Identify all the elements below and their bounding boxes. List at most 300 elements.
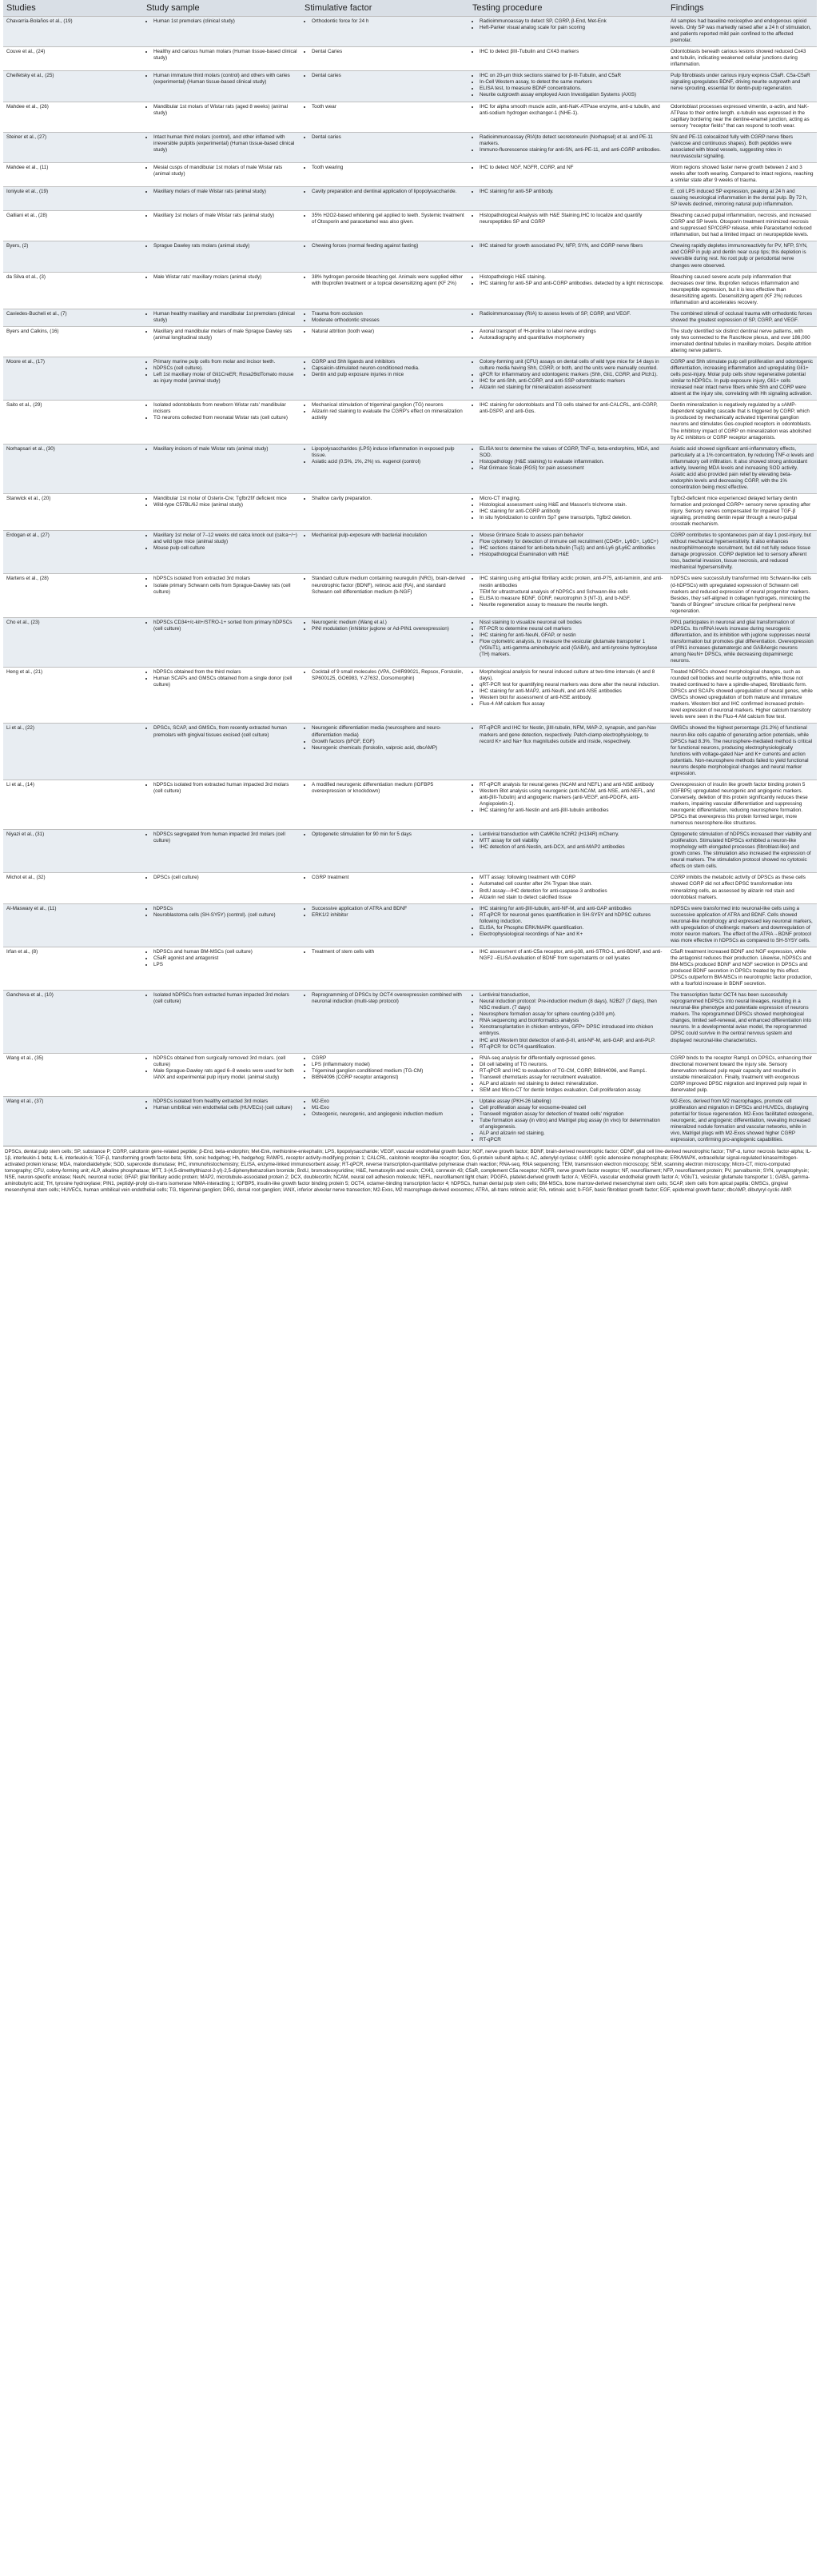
study-citation: Saito et al., (29) [3,401,143,444]
stimulative-factor-cell [301,187,469,211]
stimulative-factor-cell [301,272,469,309]
list-item: • IHC sections stained for anti-beta-tubulin (Tuj1) and anti-Ly6 g/Ly6C antibodies [480,545,664,552]
study-sample-cell [143,444,301,493]
list-item: • Left 1st maxillary molar of Gli1CreER; Rosa26tdTomato mouse as injury model (animal study) [153,372,298,385]
stimulative-factor-cell [301,617,469,667]
testing-procedure-cell [469,574,667,617]
list-item: • Micro-CT imaging. [480,496,664,502]
testing-procedure-cell-list [472,669,664,708]
list-item: • Transwell migration assay for detection of treated cells' migration [480,1111,664,1118]
stimulative-factor-cell [301,47,469,71]
study-sample-cell [143,309,301,326]
list-item: • Maxillary molars of male Wistar rats (animal study) [153,189,298,195]
list-item: • hDPSCs obtained from the third molars [153,669,298,676]
list-item: • Tooth wearing [312,165,466,171]
study-citation: Cheifetsky et al., (25) [3,71,143,102]
list-item: • Mandibular 1st molar of Osterix-Cre; Tgfbr2f/f deficient mice [153,496,298,502]
list-item: • Lentiviral transduction with CaMKIIα hChR2 (H134R) mCherry. [480,831,664,838]
stimulative-factor-cell [301,574,469,617]
study-sample-cell [143,162,301,186]
list-item: • Flow cytometry for detection of immune cell recruitment (CD45+, Ly6G+, Ly6C+) [480,539,664,545]
study-sample-cell-list [146,725,298,738]
stimulative-factor-cell-list [305,725,466,751]
study-sample-cell [143,947,301,990]
stimulative-factor-cell [301,357,469,401]
list-item: • hDPSCs isolated from extracted 3rd molars [153,576,298,582]
list-item: • Trigeminal ganglion conditioned medium (TG-CM) [312,1068,466,1075]
testing-procedure-cell [469,724,667,780]
list-item: • Maxillary 1st molars of male Wistar rats (animal study) [153,213,298,219]
table-row [3,574,817,617]
testing-procedure-cell-list [472,496,664,521]
findings-cell: Odontoblasts beneath carious lesions showed reduced Cx43 and tubulin, indicating weakened cellular junctions during inflammation. [667,47,817,71]
list-item: • Neurite outgrowth assay employed Axon Investigation Systems (AXIS) [480,92,664,98]
findings-cell: Tgfbr2-deficient mice experienced delayed tertiary dentin formation and prolonged CGRP+ sensory nerve sprouting after injury. Sensory nerves compensated for impaired TGF-β signaling, promoting dentin repair through a neuro-pulpal crosstalk mechanism. [667,493,817,530]
findings-cell: All samples had baseline nociceptive and endogenous opioid levels. Only SP was markedly raised after a 24 h of stimulation, and patients reported mild pain confined to the affected premolar. [667,17,817,47]
list-item: • Sprague Dawley rats molars (animal study) [153,243,298,249]
findings-cell: Chewing rapidly depletes immunoreactivity for PV, NFP, SYN, and CGRP in pulp and dentin near cusp tips; this depletion is reversible during rest. No root pulp or periodontal nerve changes were observed. [667,241,817,272]
testing-procedure-cell-list [472,49,664,55]
stimulative-factor-cell [301,211,469,241]
study-sample-cell-list [146,134,298,154]
stimulative-factor-cell-list [305,949,466,955]
study-sample-cell-list [146,189,298,195]
stimulative-factor-cell [301,903,469,947]
table-row [3,272,817,309]
table-row [3,873,817,903]
table-row [3,1096,817,1146]
list-item: • Human SCAPs and GMSCs obtained from a single donor (cell culture) [153,676,298,688]
list-item: • MTT assay: following treatment with CGRP [480,875,664,881]
table-row [3,724,817,780]
list-item: • Alizarin red staining for mineralization assessment [480,385,664,391]
study-sample-cell-list [146,311,298,324]
list-item: • Osteogenic, neurogenic, and angiogenic induction medium [312,1111,466,1118]
study-sample-cell-list [146,402,298,421]
list-item: • Mandibular 1st molars of Wistar rats (aged 8 weeks) (animal study) [153,104,298,117]
study-citation: Al-Maswary et al., (11) [3,903,143,947]
list-item: • Mouse Grimace Scale to assess pain behavior [480,532,664,539]
testing-procedure-cell-list [472,104,664,117]
list-item: • Neurosphere formation assay for sphere counting (≥100 µm). [480,1011,664,1018]
list-item: • Mechanical stimulation of trigeminal ganglion (TG) neurons [312,402,466,409]
study-citation: Galliani et al., (28) [3,211,143,241]
list-item: • hDPSCs isolated from extracted human impacted 3rd molars (cell culture) [153,782,298,795]
testing-procedure-cell-list [472,329,664,341]
study-sample-cell-list [146,1099,298,1111]
list-item: • Neurogenic differentiation media (neurosphere and neuro-differentiation media) [312,725,466,738]
study-sample-cell-list [146,243,298,249]
list-item: • IHC assessment of anti-C5a receptor, anti-p38, anti-STRO-1, anti-BDNF, and anti-NGF2 –ELISA evaluation of BDNF from supernatants or cell lysates [480,949,664,962]
stimulative-factor-cell-list [305,1055,466,1081]
list-item: • ERK1/2 inhibitor [312,912,466,919]
study-sample-cell [143,71,301,102]
list-item: • IHC staining for anti-MAP2, anti-NeuN, and anti-NSE antibodies [480,688,664,695]
list-item: • Neural induction protocol: Pre-induction medium (8 days), N2B27 (7 days), then NSC medium. (7 days) [480,999,664,1011]
list-item: • LPS (inflammatory model) [312,1062,466,1068]
header-findings: Findings [667,0,817,17]
list-item: • Shallow cavity preparation. [312,496,466,502]
study-sample-cell [143,531,301,574]
testing-procedure-cell [469,830,667,873]
study-sample-cell-list [146,104,298,117]
findings-cell: CGRP binds to the receptor Ramp1 on DPSCs, enhancing their directional movement toward the injury site. Sensory denervation reduced pulp repair capacity and resulted in unstable mineralization. Finally, treatment with exogenous CGRP improved DPSC migration and improved pulp repair in denervated pulp. [667,1053,817,1096]
list-item: • PINI modulation (inhibitor juglone or Ad-PIN1 overexpression) [312,626,466,632]
testing-procedure-cell [469,991,667,1053]
list-item: • ELISA, for Phospho ERK/MAPK quantification. [480,925,664,931]
findings-cell: Overexpression of insulin like growth factor binding protein 5 (IGFBP5) upregulated neurogenic and angiogenic markers. Conversely, deletion of this protein significantly reduces these markers, impairing vascular differentiation and suppressing neurogenic differentiation, reducing neurosphere formation. DPSCs that overexpress this protein formed larger, more numerous neurosphere-like structures. [667,780,817,829]
findings-cell: CGRP and Shh stimulate pulp cell proliferation and odontogenic differentiation, increasing inflammation and upregulating Gli1+ cells post-injury. Molar pulp cells show regenerative potential similar to hDPSCs. In pulp exposure injury, Gli1+ cells increased near intact nerve fibers while Shh and CGRP were absent at the injury site, correlating with Hh signaling activation. [667,357,817,401]
stimulative-factor-cell [301,444,469,493]
list-item: • DPSCs (cell culture) [153,875,298,881]
stimulative-factor-cell-list [305,359,466,378]
testing-procedure-cell-list [472,1055,664,1094]
testing-procedure-cell-list [472,134,664,154]
stimulative-factor-cell-list [305,532,466,539]
stimulative-factor-cell-list [305,243,466,249]
study-sample-cell-list [146,906,298,919]
list-item: • ELISA test to determine the values of CGRP, TNF-α, beta-endorphins, MDA, and SOD. [480,446,664,459]
testing-procedure-cell-list [472,402,664,415]
header-study-sample: Study sample [143,0,301,17]
stimulative-factor-cell-list [305,1099,466,1118]
study-citation: Byers, (2) [3,241,143,272]
stimulative-factor-cell-list [305,189,466,195]
study-citation: Couve et al., (24) [3,47,143,71]
list-item: • ELISA to measure BDNF, GDNF, neurotrophin 3 (NT-3), and b-NGF. [480,596,664,602]
table-row [3,617,817,667]
study-sample-cell-list [146,1055,298,1081]
stimulative-factor-cell-list [305,329,466,335]
study-sample-cell [143,873,301,903]
testing-procedure-cell-list [472,725,664,744]
stimulative-factor-cell [301,493,469,530]
list-item: • Dental Caries [312,49,466,55]
study-citation: Caviedes-Bucheli et al., (7) [3,309,143,326]
list-item: • Mouse pulp cell culture [153,545,298,552]
list-item: • Male Wistar rats' maxillary molars (animal study) [153,274,298,281]
list-item: • Neuroblastoma cells (SH-SY5Y) (control). (cell culture) [153,912,298,919]
testing-procedure-cell-list [472,18,664,31]
findings-cell: The transcription factor OCT4 has been successfully reprogrammed hDPSCs into neural lineages, resulting in a neuronal-like phenotype and potentiate expression of neurons markers. The reprogrammed DPSCs showed morphological changes, limited self-renewal, and enhanced differentiation into neurons. In a developmental avian model, the reprogrammed DPSC could survive in the central nervous system and displayed neuronal-like characteristics. [667,991,817,1053]
study-citation: Norhapsari et al., (30) [3,444,143,493]
list-item: • Uptake assay (PKH-26 labeling) [480,1099,664,1105]
list-item: • IHC staining for anti-SP antibody. [480,189,664,195]
stimulative-factor-cell [301,326,469,357]
list-item: • hDPSCs CD34+/c-kit+/STRO-1+ sorted from primary hDPSCs (cell culture) [153,620,298,632]
header-testing-procedure: Testing procedure [469,0,667,17]
list-item: • Human umbilical vein endothelial cells (HUVECs) (cell culture) [153,1105,298,1111]
list-item: • Fluo-4 AM calcium flux assay [480,701,664,708]
study-sample-cell-list [146,49,298,62]
study-citation: Byers and Calkins, (16) [3,326,143,357]
testing-procedure-cell [469,668,667,724]
stimulative-factor-cell [301,241,469,272]
list-item: • Histological assessment using H&E and Masson's trichrome stain. [480,502,664,508]
stimulative-factor-cell-list [305,274,466,287]
stimulative-factor-cell [301,531,469,574]
study-sample-cell-list [146,73,298,86]
list-item: • hDPSCs obtained from surgically removed 3rd molars. (cell culture) [153,1055,298,1068]
findings-cell: SN and PE-11 colocalized fully with CGRP nerve fibers (varicose and continuous shapes). Both peptides were associated with blood vessels, suggesting roles in neurovascular signaling. [667,132,817,162]
stimulative-factor-cell-list [305,906,466,919]
list-item: • Electrophysiological recordings of Na+ and K+ [480,931,664,938]
list-item: • IHC staining for anti-NeuN, GFAP, or nestin [480,632,664,639]
list-item: • Asiatic acid (0.5%, 1%, 2%) vs. eugenol (control) [312,459,466,465]
list-item: • Trauma from occlusion [312,311,466,317]
findings-cell: hDPSCs were successfully transformed into Schwann-like cells (d-hDPSCs) with upregulated expression of Schwann cell markers and reduced expression of neural progenitor markers. Besides, they self-aligned in collagen hydrogels, mimicking the "bands of Büngner" structure critical for peripheral nerve regeneration. [667,574,817,617]
study-sample-cell-list [146,992,298,1005]
stimulative-factor-cell-list [305,831,466,838]
list-item: • Western blot for assessment of anti-NSE antibody. [480,695,664,701]
list-item: • RT-qPCR analysis for neural genes (NCAM and NEFL) and anti-NSE antibody [480,782,664,788]
stimulative-factor-cell-list [305,402,466,421]
study-sample-cell [143,17,301,47]
study-sample-cell-list [146,359,298,385]
study-sample-cell [143,241,301,272]
list-item: • Treatment of stem cells with [312,949,466,955]
list-item: • Nissl staining to visualize neuronal cell bodies [480,620,664,626]
stimulative-factor-cell [301,102,469,132]
header-stimulative-factor: Stimulative factor [301,0,469,17]
study-sample-cell-list [146,782,298,795]
stimulative-factor-cell-list [305,669,466,682]
study-sample-cell [143,47,301,71]
list-item: • Maxillary incisors of male Wistar rats (animal study) [153,446,298,453]
list-item: • hDPSCs segregated from human impacted 3rd molars (cell culture) [153,831,298,844]
list-item: • IHC to detect NGF, NGFR, CGRP, and NF [480,165,664,171]
stimulative-factor-cell-list [305,49,466,55]
findings-cell: Worn regions showed faster nerve growth between 2 and 3 weeks after tooth wearing. Compared to intact regions, reaching a similar state after 9 weeks of trauma. [667,162,817,186]
findings-cell: M2-Exos, derived from M2 macrophages, promote cell proliferation and migration in DPSCs and HUVECs, displaying potential for tissue regeneration. M2-Exos facilitated osteogenic, neurogenic, and angiogenic differentiation, revealing increased mineralized nodule formation and vascular networks, while in vivo, Matrigel plugs with M2-Exos showed higher CGRP expression, confirming pro-angiogenic capabilities. [667,1096,817,1146]
table-row [3,668,817,724]
header-row [3,0,817,17]
list-item: • ALP and alizarin red staining. [480,1130,664,1137]
study-citation: Mahdee et al., (11) [3,162,143,186]
stimulative-factor-cell-list [305,446,466,465]
list-item: • RT-qPCR for neuronal genes quantification in SH-SY5Y and hDPSC cultures following induction. [480,912,664,925]
study-sample-cell-list [146,831,298,844]
list-item: • Western Blot analysis using neurogenic (anti-NCAM, anti-NSE, anti-NEFL, and anti-βIII-Tubulin) and angiogenic markers (anti-VEGF, anti-PDGFA, anti-Angiopoietin-1). [480,788,664,807]
testing-procedure-cell [469,241,667,272]
stimulative-factor-cell-list [305,213,466,225]
list-item: • Colony-forming unit (CFU) assays on dental cells of wild type mice for 14 days in culture media having Shh, CGRP, or both, and the units were manually counted. [480,359,664,372]
list-item: • IHC for alpha smooth muscle actin, anti-NaK-ATPase enzyme, anti-α tubulin, and anti-sodium hydrogen exchanger-1 (NHE-1). [480,104,664,117]
list-item: • Autoradiography and quantitative morphometry [480,335,664,341]
table-row [3,187,817,211]
list-item: • Wild-type C57BL/6J mice (animal study) [153,502,298,508]
findings-cell: CGRP contributes to spontaneous pain at day 1 post-injury, but without mechanical hypersensitivity. It also enhances neutrophil/monocyte recruitment, but did not fully reduce tissue damage progression. CGRP depletion led to sensory afferent loss, bacterial invasion, tissue necrosis, and reduced mechanical hypersensitivity. [667,531,817,574]
testing-procedure-cell [469,272,667,309]
testing-procedure-cell-list [472,782,664,814]
list-item: • 35% H2O2-based whitening gel applied to teeth. Systemic treatment of Otosporin and paracetamol was also given. [312,213,466,225]
study-sample-cell-list [146,274,298,281]
study-sample-cell-list [146,949,298,968]
study-sample-cell [143,830,301,873]
table-row [3,309,817,326]
study-sample-cell-list [146,165,298,177]
findings-cell: E. coli LPS induced SP expression, peaking at 24 h and causing neurological inflammation in the dental pulp. By 72 h, SP levels declined, mirroring natural pulp inflammation. [667,187,817,211]
list-item: • LPS [153,962,298,968]
list-item: • Dental caries [312,73,466,79]
table-row [3,444,817,493]
testing-procedure-cell-list [472,992,664,1050]
study-sample-cell [143,1053,301,1096]
study-sample-cell [143,574,301,617]
study-sample-cell [143,326,301,357]
testing-procedure-cell [469,493,667,530]
list-item: • Growth factors (bFGF, EGF) [312,739,466,745]
table-row [3,326,817,357]
stimulative-factor-cell-list [305,311,466,324]
table-row [3,830,817,873]
list-item: • Lentiviral transduction, [480,992,664,999]
study-citation: Wang et al., (35) [3,1053,143,1096]
list-item: • TEM for ultrastructural analysis of hDPSCs and Schwann-like cells [480,589,664,596]
study-sample-cell [143,102,301,132]
stimulative-factor-cell [301,947,469,990]
testing-procedure-cell-list [472,446,664,472]
findings-cell: Odontoblast processes expressed vimentin, α-actin, and NaK-ATPase to their entire length. α-tubulin was expressed in the capillary bordering near the dentine-enamel junction, acting as sensory "receptor fields" that can respond to tooth wear. [667,102,817,132]
study-sample-cell-list [146,620,298,632]
list-item: • Isolate primary Schwann cells from Sprague-Dawley rats (cell culture) [153,583,298,596]
list-item: • CGRP [312,1055,466,1062]
stimulative-factor-cell [301,873,469,903]
stimulative-factor-cell-list [305,782,466,795]
study-citation: Gancheva et al., (10) [3,991,143,1053]
list-item: • Dentin and pulp exposure injuries in mice [312,372,466,378]
table-row [3,162,817,186]
testing-procedure-cell [469,162,667,186]
testing-procedure-cell-list [472,73,664,98]
testing-procedure-cell [469,401,667,444]
findings-cell: Treated hDPSCs showed morphological changes, such as rounded cell bodies and neurite outgrowths, while those not treated continued to have a spindle-shaped, fibroblastic form. DPSCs and SCAPs showed upregulation of neural genes, while GMSCs showed upregulation of both mature and immature markers. Western blot and IHC confirmed increased protein-level expression of neuronal markers. Higher calcium transitory levels were seen in the Fluo-4 AM calcium flow test. [667,668,817,724]
list-item: • Male Sprague-Dawley rats aged 6–8 weeks were used for both IANX and experimental pulp injury model. (animal study) [153,1068,298,1081]
testing-procedure-cell [469,780,667,829]
study-sample-cell-list [146,18,298,25]
list-item: • Cavity preparation and dentinal application of lipopolysaccharide. [312,189,466,195]
list-item: • IHC staining using anti-glial fibrillary acidic protein, anti-P75, anti-laminin, and anti-nestin antibodies [480,576,664,588]
testing-procedure-cell-list [472,831,664,851]
findings-cell: Pulp fibroblasts under carious injury express C5aR. C5a-C5aR signaling upregulates BDNF, driving neurite outgrowth and nerve sprouting, essential for dentin-pulp regeneration. [667,71,817,102]
study-sample-cell [143,903,301,947]
testing-procedure-cell [469,1096,667,1146]
study-citation: Ioniyute et al., (19) [3,187,143,211]
study-sample-cell-list [146,576,298,595]
list-item: • Heft-Parker visual analog scale for pain scoring [480,25,664,31]
testing-procedure-cell [469,617,667,667]
list-item: • Moderate orthodontic stresses [312,317,466,324]
study-citation: Stanwick et al., (20) [3,493,143,530]
list-item: • RNA-seq analysis for differentially expressed genes. [480,1055,664,1062]
list-item: • Chewing forces (normal feeding against fasting) [312,243,466,249]
list-item: • Histopathologic H&E staining. [480,274,664,281]
list-item: • Dental caries [312,134,466,141]
testing-procedure-cell-list [472,576,664,608]
list-item: • Isolated hDPSCs from extracted human impacted 3rd molars (cell culture) [153,992,298,1005]
abbreviations-footnote: DPSCs, dental pulp stem cells; SP, substance P; CGRP, calcitonin gene-related peptide; β-End, beta-endorphin; Met-Enk, methionine-enkephalin; LPS, lipopolysaccharide; VEGF, vascular endothelial growth factor; NGF, nerve growth factor; BDNF, brain-derived neurotrophic factor; GDNF, glial cell line-derived neurotrophic factor; TNF-α, tumor necrosis factor-alpha; IL-1β, interleukin-1 beta; IL-6, interleukin-6; TGF-β, transforming growth factor-beta; Shh, sonic hedgehog; Hh, hedgehog; RAMP1, receptor activity-modifying protein 1; CALCRL, calcitonin receptor-like receptor; Gαs, G-protein subunit alpha-s; AC, adenylyl cyclase; cAMP, cyclic adenosine monophosphate; ERK/MAPK, extracellular signal-regulated kinase/mitogen-activated protein kinase; MDA, malondialdehyde; SOD, superoxide dismutase; IHC, immunohistochemistry; ELISA, enzyme-linked immunosorbent assay; RT-qPCR, reverse transcription-quantitative polymerase chain reaction; RNA-seq, RNA sequencing; TEM, transmission electron microscopy; SEM, scanning electron microscopy; Micro-CT, micro-computed tomography; CFU, colony-forming unit; ALP, alkaline phosphatase; MTT, 3-(4,5-dimethylthiazol-2-yl)-2,5-diphenyltetrazolium bromide; BrdU, bromodeoxyuridine; H&E, hematoxylin and eosin; CX43, connexin 43; C5aR, complement C5a receptor; NGFR, nerve growth factor receptor; NF, neurofilament; NFP, neurofilament protein; PV, parvalbumin; SYN, synaptophysin; NSE, neuron-specific enolase; NeuN, neuronal nuclei; GFAP, glial fibrillary acidic protein; MAP2, microtubule-associated protein 2; DCX, doublecortin; NCAM, neural cell adhesion molecule; NEFL, neurofilament light chain; PDGFA, platelet-derived growth factor A; VEGFA, vascular endothelial growth factor A; VGluT1, vesicular glutamate transporter 1; GABA, gamma-aminobutyric acid; TH, tyrosine hydroxylase; PIN1, peptidyl-prolyl cis-trans isomerase NIMA-interacting 1; IGFBP5, insulin-like growth factor binding protein 5; OCT4, octamer-binding transcription factor 4; hDPSCs, human dental pulp stem cells; BM-MSCs, bone marrow-derived mesenchymal stem cells; SCAP, stem cells from apical papilla; GMSCs, gingival mesenchymal stem cells; HUVECs, human umbilical vein endothelial cells; TG, trigeminal ganglion; DRG, dorsal root ganglion; IANX, inferior alveolar nerve transection; M2-Exos, M2 macrophage-derived exosomes; ATRA, all-trans retinoic acid; RA, retinoic acid; b-FGF, basic fibroblast growth factor; EGF, epidermal growth factor; dbcAMP, dibutyryl cyclic AMP. [3,1146,817,1194]
list-item: • IHC staining for anti-βIII-tubulin, anti-NF-M, and anti-GAP antibodies [480,906,664,912]
testing-procedure-cell-list [472,359,664,391]
testing-procedure-cell-list [472,311,664,317]
list-item: • Lipopolysaccharides (LPS) induce inflammation in exposed pulp tissue. [312,446,466,459]
list-item: • Histopathological Analysis with H&E Staining.IHC to localize and quantify neuropeptides SP and CGRP [480,213,664,225]
table-row [3,780,817,829]
list-item: • Cell proliferation assay for exosome-treated cell [480,1105,664,1111]
stimulative-factor-cell [301,724,469,780]
study-citation: Li et al., (14) [3,780,143,829]
testing-procedure-cell [469,873,667,903]
list-item: • Isolated odontoblasts from newborn Wistar rats' mandibular incisors [153,402,298,415]
findings-cell: The combined stimuli of occlusal trauma with orthodontic forces showed the greatest expression of SP, CGRP, and VEGF. [667,309,817,326]
testing-procedure-cell [469,71,667,102]
list-item: • BIBN4096 (CGRP receptor antagonist) [312,1075,466,1081]
study-citation: Irfan et al., (8) [3,947,143,990]
testing-procedure-cell [469,187,667,211]
findings-cell: GMSCs showed the highest percentage (21.2%) of functional neuron-like cells capable of generating action potentials, while DPSCs had 8.3%. The neurosphere-mediated method is critical for functional neurons, producing electrophysiologically functions with voltage-gated Na+ and K+ currents and action potentials. Non-neurosphere methods failed to yield functional neurons despite morphological changes and neural marker expression. [667,724,817,780]
list-item: • RT-qPCR [480,1137,664,1143]
study-sample-cell [143,357,301,401]
study-citation: Moore et al., (17) [3,357,143,401]
list-item: • M2-Exo [312,1099,466,1105]
list-item: • RT-qPCR for OCT4 quantification. [480,1044,664,1051]
study-sample-cell [143,272,301,309]
stimulative-factor-cell-list [305,576,466,595]
list-item: • Rat Grimace Scale (RGS) for pain assessment [480,465,664,472]
list-item: • Alizarin red stain to detect calcified tissue [480,895,664,901]
list-item: • IHC to detect βIII-Tubulin and CX43 markers [480,49,664,55]
list-item: • Radioimmunoassay to detect SP, CGRP, β-End, Met-Enk [480,18,664,25]
list-item: • Alizarin red staining to evaluate the CGRP's effect on mineralization activity [312,409,466,421]
stimulative-factor-cell-list [305,620,466,632]
study-citation: da Silva et al., (3) [3,272,143,309]
testing-procedure-cell [469,531,667,574]
testing-procedure-cell [469,309,667,326]
list-item: • TG neurons collected from neonatal Wistar rats (cell culture) [153,415,298,421]
stimulative-factor-cell-list [305,496,466,502]
list-item: • ELISA test, to measure BDNF concentrations. [480,86,664,92]
study-sample-cell [143,617,301,667]
stimulative-factor-cell-list [305,104,466,110]
testing-procedure-cell [469,211,667,241]
testing-procedure-cell-list [472,243,664,249]
list-item: • qRT-PCR test for quantifying neural markers was done after the neural induction. [480,682,664,688]
study-citation: Erdogan et al., (27) [3,531,143,574]
study-citation: Li et al., (22) [3,724,143,780]
study-sample-cell [143,1096,301,1146]
table-row [3,71,817,102]
list-item: • Human immature third molars (control) and others with caries (experimental) (Human tissue-based clinical study) [153,73,298,86]
testing-procedure-cell-list [472,875,664,900]
list-item: • IHC staining for odontoblasts and TG cells stained for anti-CALCRL, anti-CGRP, anti-DSPP, and anti-Gαs. [480,402,664,415]
study-sample-cell-list [146,213,298,219]
stimulative-factor-cell-list [305,134,466,141]
list-item: • C5aR agonist and antagonist [153,955,298,962]
table-row [3,102,817,132]
findings-cell: PIN1 participates in neuronal and glial transformation of hDPSCs. Its mRNA levels increase during neurogenic differentiation, and its inhibition with juglone suppresses neural transformation but promotes glial differentiation. Overexpression of PIN1 increases glutamatergic and GABAergic neurons among NeuN+ DPSCs, while decreasing dopaminergic neurons. [667,617,817,667]
list-item: • RT-qPCR and IHC to evaluation of TG-CM, CGRP, BIBN4096, and Ramp1. [480,1068,664,1075]
list-item: • IHC for anti-Shh, anti-CGRP, and anti-SSP odontoblastic markers [480,378,664,385]
study-citation: Cho et al., (23) [3,617,143,667]
list-item: • Neurogenic chemicals (forskolin, valproic acid, dbcAMP) [312,745,466,752]
stimulative-factor-cell [301,71,469,102]
stimulative-factor-cell [301,991,469,1053]
findings-cell: Bleaching caused severe acute pulp inflammation that decreases over time. Ibuprofen reduces inflammation and neuropeptide expression, but it is less effective than desensitizing agents. Desensitizing agent (KF 2%) reduces inflammation and accelerates recovery. [667,272,817,309]
list-item: • Healthy and carious human molars (Human tissue-based clinical study) [153,49,298,62]
list-item: • Morphological analysis for neural induced culture at two-time intervals (4 and 8 days). [480,669,664,682]
list-item: • Human healthy maxillary and mandibular 1st premolars (clinical study) [153,311,298,324]
testing-procedure-cell-list [472,165,664,171]
